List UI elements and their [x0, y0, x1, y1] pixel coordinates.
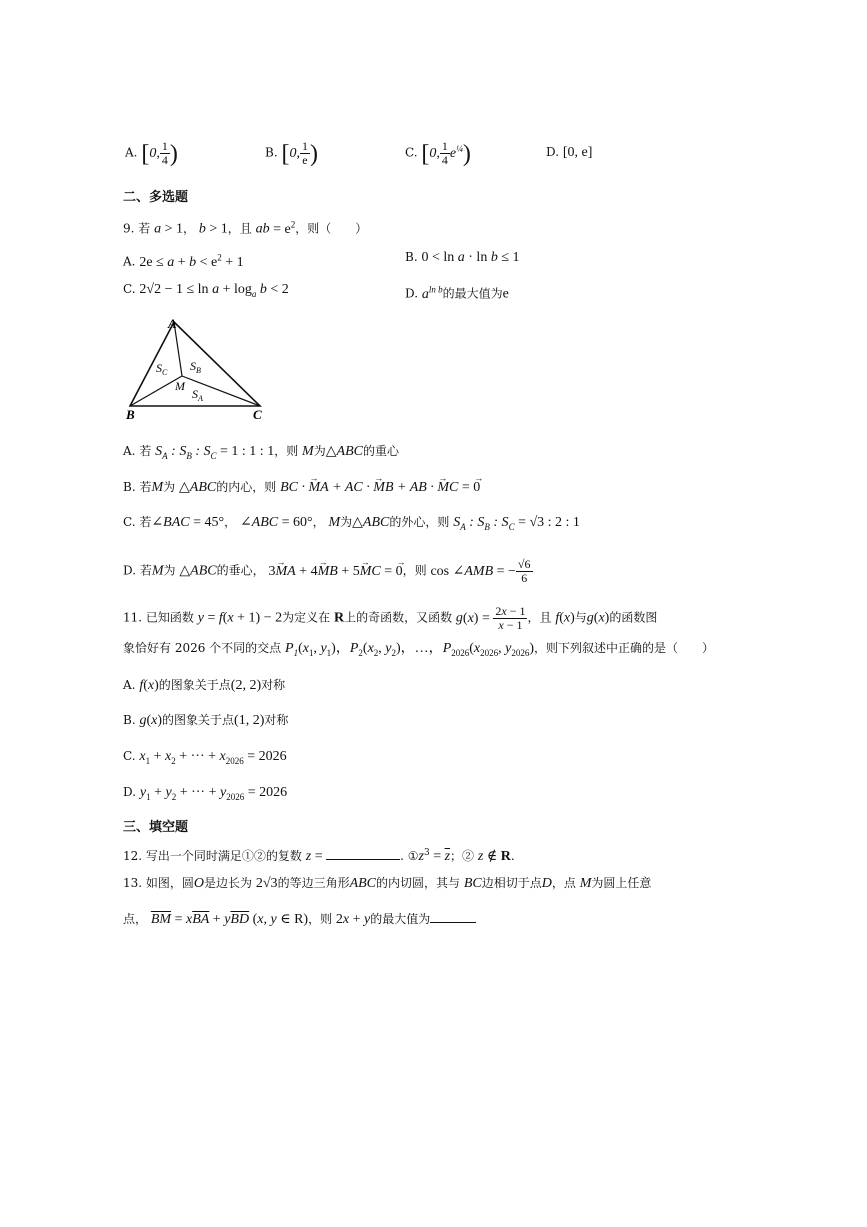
area-label-sc: $S_C$ [156, 361, 168, 377]
answer-blank-q12[interactable] [326, 849, 400, 860]
option-label: A. [125, 145, 138, 160]
q12-stem: 12. 写出一个同时满足①②的复数 z = . $①z^3 = \overline{z}$；② z ∉ R. [123, 848, 515, 864]
triangle-figure [122, 312, 272, 424]
vertex-label-a: A [168, 316, 177, 331]
q8-option-d: D. [0, e] [546, 145, 593, 160]
vertex-label-c: C [253, 407, 262, 422]
area-label-sa: $S_A$ [192, 387, 203, 403]
q9-option-a: A. $2e \le a + b < e^2 + 1$ [123, 252, 244, 270]
q10-option-d: D. 若M为 △ABC的垂心， 3→ MA + 4→ MB + 5→ MC = → 0，则 cos ∠AMB = − $\frac{√6}{6}$ [123, 558, 533, 585]
q11-stem-line1: 11. 已知函数 y = f(x + 1) − 2为定义在 R上的奇函数，又函数 g(x) = $\frac{2x - 1}{x - 1}$ ，且 f(x)与g(x)的函数图 [123, 604, 658, 632]
q10-option-c: C. 若∠BAC = 45°， ∠ABC = 60°， M为△ABC的外心，则 $S_A$ : $S_B$ : $S_C = √3$ : 2 : 1 [123, 515, 580, 532]
vertex-label-b: B [126, 407, 135, 422]
q8-option-a: A. [0, $\frac{1}{4}$ ) [125, 139, 178, 167]
q8-option-b: B. [0, $\frac{1}{e}$ ) [265, 139, 318, 167]
q9-stem: 9. 若 a > 1， b > 1，且 ab = $e^2$，则（ ） [123, 219, 368, 237]
section-heading-multiple-choice: 二、多选题 [123, 190, 189, 205]
option-label: B. [265, 145, 278, 160]
q8-option-c: C. [0, $\frac{1}{4}$ $e^{\frac{1}{4}}$) [405, 139, 471, 167]
area-label-sb: $S_B$ [190, 359, 201, 375]
q9-option-d: D. $a^{ln b}$的最大值为e [405, 284, 509, 302]
q13-stem-line1: 13. 如图，圆O是边长为 2√3的等边三角形ABC的内切圆，其与 BC边相切于点D，点 M为圆上任意 [123, 876, 652, 891]
q11-option-b: B. g(x)的图象关于点(1, 2)对称 [123, 713, 289, 728]
section-heading-fill-in: 三、填空题 [123, 820, 189, 835]
q11-option-a: A. f(x)的图象关于点(2, 2)对称 [123, 678, 286, 693]
point-label-m: M [175, 379, 185, 393]
option-label: C. [405, 145, 418, 160]
q11-option-d: D. $y_1 + y_2$ + ··· + $y_{2026} = 2026$ [123, 785, 288, 802]
q9-option-c: C. $2√2 - 1 \le \ln a + \log_a b < 2$ [123, 282, 289, 299]
q13-stem-line2: 点， $\overline{BM} = x\overline{BA} + y\overline{BD}$ (x, y ∈ R)，则 2x + y的最大值为 [123, 911, 476, 928]
option-label: D. [546, 145, 560, 159]
q9-option-b: B. 0 < ln a · ln b ≤ 1 [405, 250, 520, 265]
answer-blank-q13[interactable] [430, 912, 476, 923]
q10-option-a: A. 若 $S_A$ : $S_B$ : $S_C = 1$ : 1 : 1，则 M为△ABC的重心 [123, 444, 399, 461]
q11-option-c: C. $x_1 + x_2$ + ··· + $x_{2026} = 2026$ [123, 749, 287, 766]
q10-option-b: B. 若M为 △ABC的内心，则 BC · → MA + AC · → MB + AB · → MC = → 0 [123, 479, 480, 496]
q11-stem-line2: 象恰好有 2026 个不同的交点 $P_1(x_1$, $y_1$)，$P_2(x_2$, $y_2$)，…，$P_{2026}(x_{2026}$, $y_{2026}$)，则下列叙述中正确的是（ ） [123, 641, 715, 658]
